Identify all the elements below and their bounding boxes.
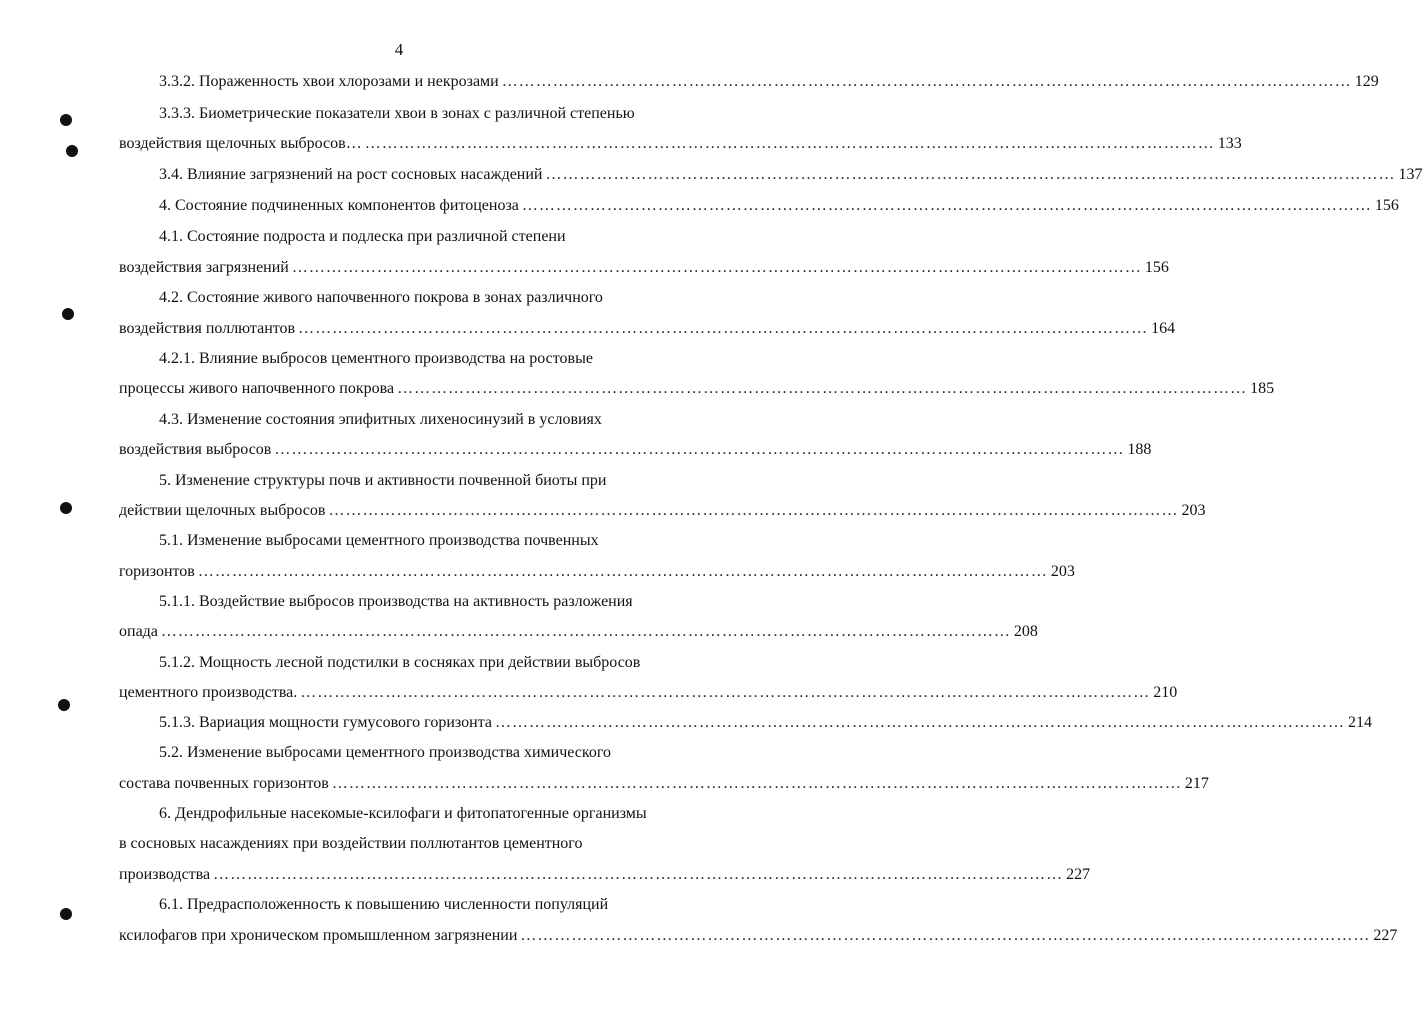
toc-entry-line — [119, 319, 1176, 339]
toc-entry-line — [119, 134, 1242, 154]
toc-page-number: 164 — [1151, 320, 1176, 337]
binder-hole-mark — [58, 699, 70, 711]
toc-page-number: 217 — [1184, 775, 1209, 792]
binder-hole-mark — [62, 308, 74, 320]
dot-leader: …………………………………………………………………………………………………………………………………… — [545, 166, 1396, 183]
dot-leader: …………………………………………………………………………………………………………………………………… — [291, 259, 1142, 276]
toc-entry-line — [119, 196, 1399, 216]
toc-entry-text: 3.3.3. Биометрические показатели хвои в зонах с различной степенью — [159, 105, 635, 122]
toc-entry-line — [119, 774, 1209, 794]
toc-entry-text: 5.1.1. Воздействие выбросов производства на активность разложения — [159, 593, 633, 610]
toc-entry-line — [119, 562, 1075, 582]
toc-entry-text: в сосновых насаждениях при воздействии поллютантов цементного — [119, 835, 583, 852]
toc-entry-line — [119, 501, 1206, 521]
toc-entry-title: 3.3.2. Пораженность хвои хлорозами и некрозами — [159, 73, 499, 90]
dot-leader: …………………………………………………………………………………………………………………………………… — [274, 441, 1125, 458]
toc-page-number: 133 — [1217, 135, 1242, 152]
toc-page-number: 208 — [1013, 623, 1038, 640]
toc-entry-text: 5.1.2. Мощность лесной подстилки в сосняках при действии выбросов — [159, 654, 641, 671]
toc-entry-title: воздействия загрязнений — [119, 259, 289, 276]
toc-entry-line — [119, 72, 1379, 92]
toc-entry-line — [119, 165, 1423, 185]
toc-entry-title: горизонтов — [119, 563, 195, 580]
dot-leader: …………………………………………………………………………………………………………………………………… — [364, 135, 1215, 152]
toc-entry-text: 4.2. Состояние живого напочвенного покрова в зонах различного — [159, 289, 603, 306]
toc-entry-text: 5. Изменение структуры почв и активности почвенной биоты при — [159, 472, 607, 489]
toc-entry-title: воздействия поллютантов — [119, 320, 296, 337]
toc-page-number: 156 — [1374, 197, 1399, 214]
toc-entry-title: воздействия выбросов — [119, 441, 272, 458]
toc-entry-line — [119, 258, 1169, 278]
binder-hole-mark — [60, 908, 72, 920]
toc-page-number: 129 — [1354, 73, 1379, 90]
toc-page-number: 227 — [1373, 927, 1398, 944]
toc-entry-text: 5.2. Изменение выбросами цементного производства химического — [159, 744, 611, 761]
toc-entry-title: воздействия щелочных выбросов… — [119, 135, 362, 152]
toc-page-number: 188 — [1127, 441, 1152, 458]
dot-leader: …………………………………………………………………………………………………………………………………… — [331, 775, 1182, 792]
toc-entry-line — [119, 379, 1275, 399]
toc-entry-line — [119, 865, 1091, 885]
toc-page-number: 137 — [1398, 166, 1423, 183]
toc-entry-line — [119, 683, 1178, 703]
toc-entry-line — [119, 713, 1372, 733]
toc-page-number: 156 — [1144, 259, 1169, 276]
binder-hole-mark — [60, 502, 72, 514]
toc-entry-title: ксилофагов при хроническом промышленном загрязнении — [119, 927, 518, 944]
toc-page-number: 210 — [1153, 684, 1178, 701]
toc-entry-line — [119, 926, 1398, 946]
toc-page-number: 214 — [1347, 714, 1372, 731]
toc-entry-text: 6. Дендрофильные насекомые-ксилофаги и фитопатогенные организмы — [159, 805, 647, 822]
toc-page-number: 203 — [1181, 502, 1206, 519]
dot-leader: …………………………………………………………………………………………………………………………………… — [197, 563, 1048, 580]
page-number: 4 — [394, 40, 404, 59]
toc-entry-title: цементного производства. — [119, 684, 298, 701]
dot-leader: …………………………………………………………………………………………………………………………………… — [160, 623, 1011, 640]
dot-leader: …………………………………………………………………………………………………………………………………… — [213, 866, 1064, 883]
toc-entry-line — [119, 440, 1152, 460]
dot-leader: …………………………………………………………………………………………………………………………………… — [328, 502, 1179, 519]
toc-page-number: 185 — [1250, 380, 1275, 397]
toc-entry-title: действии щелочных выбросов — [119, 502, 326, 519]
dot-leader: …………………………………………………………………………………………………………………………………… — [300, 684, 1151, 701]
toc-entry-title: 5.1.3. Вариация мощности гумусового горизонта — [159, 714, 492, 731]
toc-entry-text: 4.2.1. Влияние выбросов цементного производства на ростовые — [159, 350, 593, 367]
dot-leader: …………………………………………………………………………………………………………………………………… — [501, 73, 1352, 90]
dot-leader: …………………………………………………………………………………………………………………………………… — [298, 320, 1149, 337]
toc-page-number: 203 — [1050, 563, 1075, 580]
dot-leader: …………………………………………………………………………………………………………………………………… — [397, 380, 1248, 397]
toc-entry-line — [119, 622, 1038, 642]
toc-entry-title: 4. Состояние подчиненных компонентов фитоценоза — [159, 197, 519, 214]
toc-entry-title: состава почвенных горизонтов — [119, 775, 329, 792]
toc-page-number: 227 — [1066, 866, 1091, 883]
toc-entry-title: производства — [119, 866, 211, 883]
toc-entry-title: 3.4. Влияние загрязнений на рост сосновых насаждений — [159, 166, 543, 183]
toc-entry-text: 6.1. Предрасположенность к повышению численности популяций — [159, 896, 609, 913]
dot-leader: …………………………………………………………………………………………………………………………………… — [520, 927, 1371, 944]
toc-entry-text: 4.3. Изменение состояния эпифитных лихеносинузий в условиях — [159, 411, 602, 428]
toc-entry-title: процессы живого напочвенного покрова — [119, 380, 395, 397]
toc-entry-text: 5.1. Изменение выбросами цементного производства почвенных — [159, 532, 599, 549]
dot-leader: …………………………………………………………………………………………………………………………………… — [494, 714, 1345, 731]
dot-leader: …………………………………………………………………………………………………………………………………… — [521, 197, 1372, 214]
binder-hole-mark — [60, 114, 72, 126]
toc-entry-title: опада — [119, 623, 158, 640]
toc-entry-text: 4.1. Состояние подроста и подлеска при различной степени — [159, 228, 566, 245]
binder-hole-mark — [66, 145, 78, 157]
